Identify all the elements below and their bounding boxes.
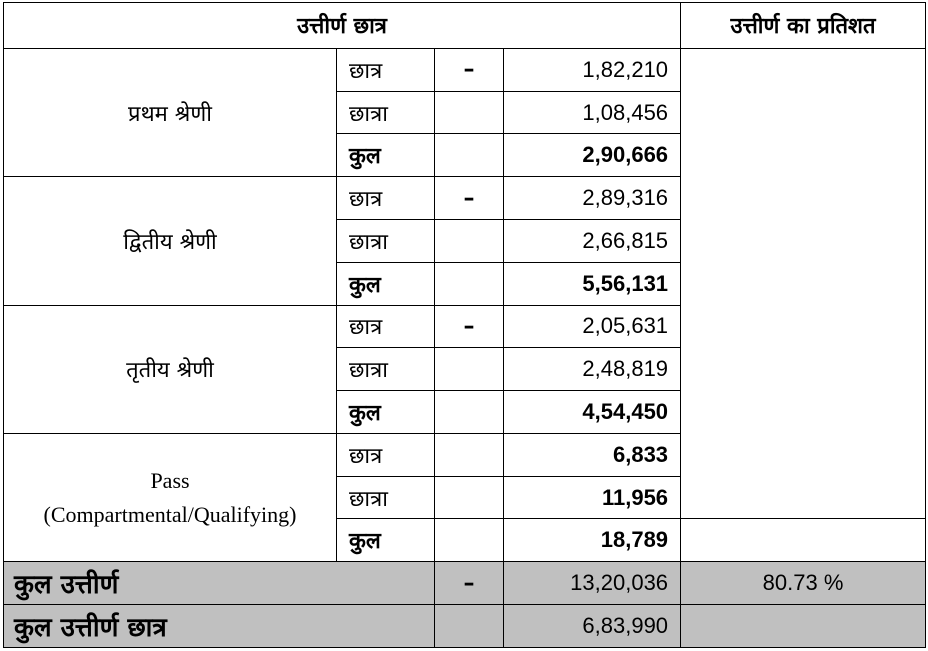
total-passed-boys-row [4,605,926,648]
pass-total: 18,789 [504,519,681,562]
girls-label: छात्रा [337,219,435,262]
girls-label: छात्रा [337,91,435,134]
empty-cell [435,348,504,391]
pass-girls: 11,956 [504,476,681,519]
passed-students-header: उत्तीर्ण छात्र [4,3,681,49]
first-division-girls: 1,08,456 [504,91,681,134]
total-passed-row [4,562,926,605]
empty-cell [681,519,926,562]
first-division-total: 2,90,666 [504,134,681,177]
total-label: कुल [337,134,435,177]
boys-label: छात्र [337,305,435,348]
dash-mark: – [435,177,504,220]
empty-cell [435,605,504,648]
total-passed-percent: 80.73 % [681,562,926,605]
total-passed-boys-label: कुल उत्तीर्ण छात्र [4,605,435,648]
empty-cell [435,219,504,262]
first-division-boys: 1,82,210 [504,48,681,91]
total-label: कुल [337,519,435,562]
boys-label: छात्र [337,177,435,220]
empty-cell [435,476,504,519]
empty-cell [435,262,504,305]
total-passed-boys-value: 6,83,990 [504,605,681,648]
second-division-total: 5,56,131 [504,262,681,305]
girls-label: छात्रा [337,476,435,519]
results-table [3,2,926,648]
dash-mark: – [435,562,504,605]
empty-cell [435,391,504,434]
third-division-label: तृतीय श्रेणी [4,305,337,433]
dash-mark: – [435,305,504,348]
empty-cell [435,433,504,476]
pass-compartmental-label [4,433,337,561]
dash-mark: – [435,48,504,91]
empty-cell [435,134,504,177]
third-division-boys: 2,05,631 [504,305,681,348]
first-division-label: प्रथम श्रेणी [4,48,337,176]
total-label: कुल [337,262,435,305]
total-label: कुल [337,391,435,434]
third-division-total: 4,54,450 [504,391,681,434]
empty-cell [435,519,504,562]
header-row [4,3,926,49]
third-division-girls: 2,48,819 [504,348,681,391]
second-division-girls: 2,66,815 [504,219,681,262]
compartmental-qualifying-label: (Compartmental/Qualifying) [43,501,297,527]
pass-label: Pass [150,467,190,493]
second-division-label: द्वितीय श्रेणी [4,177,337,305]
percentage-column-empty [681,48,926,519]
boys-label: छात्र [337,433,435,476]
pass-percentage-header: उत्तीर्ण का प्रतिशत [681,3,926,49]
second-division-boys: 2,89,316 [504,177,681,220]
total-passed-value: 13,20,036 [504,562,681,605]
boys-label: छात्र [337,48,435,91]
girls-label: छात्रा [337,348,435,391]
table-row [4,48,926,91]
empty-cell [681,605,926,648]
empty-cell [435,91,504,134]
pass-boys: 6,833 [504,433,681,476]
total-passed-label: कुल उत्तीर्ण [4,562,435,605]
